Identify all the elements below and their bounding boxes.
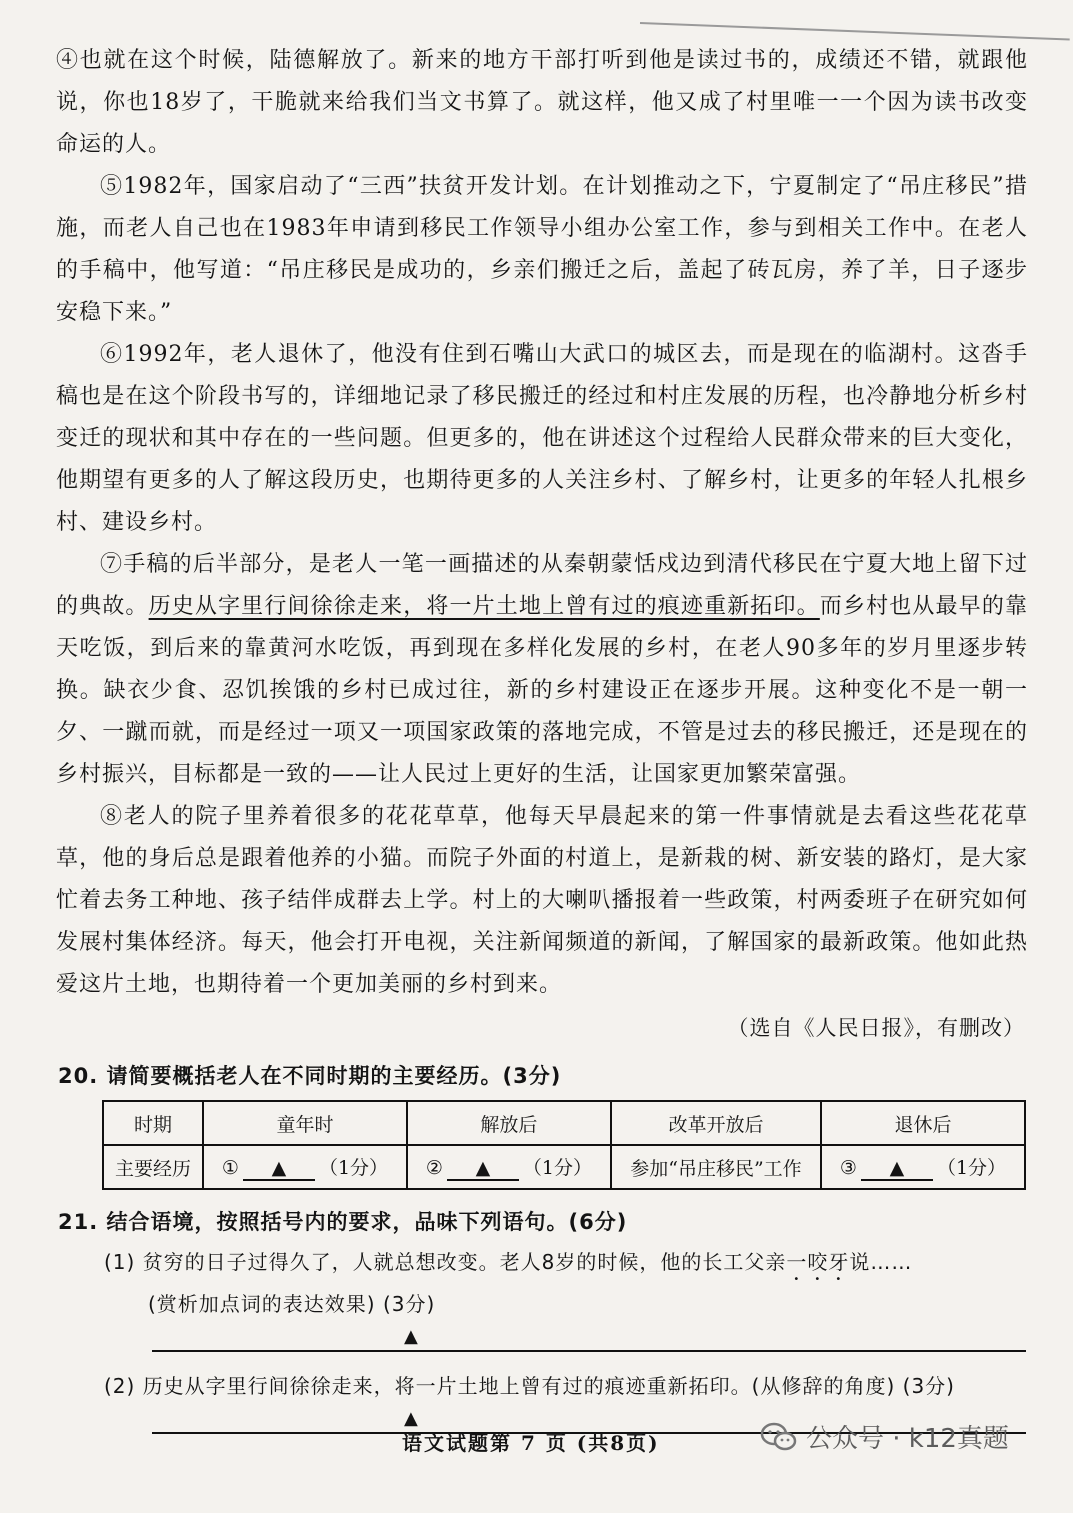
cell-score: （1分）: [318, 1157, 389, 1179]
answer-blank-2[interactable]: [447, 1157, 519, 1181]
underlined-sentence: 历史从字里行间徐徐走来，将一片土地上曾有过的痕迹重新拓印。: [148, 594, 820, 619]
subquestion-1: [104, 1246, 912, 1285]
page-fold-line: [640, 22, 1070, 41]
paragraph-4: ④也就在这个时候，陆德解放了。新来的地方干部打听到他是读过书的，成绩还不错，就跟他说，你也18岁了，干脆就来给我们当文书算了。就这样，他又成了村里唯一一个因为读书改变命运的人。: [56, 48, 1028, 157]
table-header-cell: 改革开放后: [611, 1101, 821, 1145]
triangle-marker-icon: ▲: [475, 1157, 491, 1179]
answer-blank-3[interactable]: [861, 1157, 933, 1181]
triangle-marker-icon: ▲: [404, 1408, 418, 1429]
answer-cell-1: [203, 1145, 407, 1189]
table-header-cell: 解放后: [407, 1101, 611, 1145]
answer-cell-3: [821, 1145, 1025, 1189]
table-row: [103, 1145, 1025, 1189]
paragraph-7-intro: ⑦手稿的后半部分，是老人一笔一画描述的从秦朝蒙恬戍边到清代移民在宁夏大地上留下过的典故。: [56, 552, 1028, 619]
answer-blank-1[interactable]: [243, 1157, 315, 1181]
wechat-icon: [760, 1422, 798, 1452]
subquestion-1-requirement: (赏析加点词的表达效果) (3分): [148, 1292, 436, 1316]
answer-cell-2: [407, 1145, 611, 1189]
paragraph-5: ⑤1982年，国家启动了“三西”扶贫开发计划。在计划推动之下，宁夏制定了“吊庄移民”措施，而老人自己也在1983年申请到移民工作领导小组办公室工作，参与到相关工作中。在老人的手稿中，他写道：“吊庄移民是成功的，乡亲们搬迁之后，盖起了砖瓦房，养了羊，日子逐步安稳下来。”: [56, 174, 1028, 325]
table-header-cell: 时期: [103, 1101, 203, 1145]
question-20-title: 20. 请简要概括老人在不同时期的主要经历。(3分): [58, 1064, 562, 1088]
dotted-word: 一咬牙: [786, 1250, 850, 1274]
paragraph-8: ⑧老人的院子里养着很多的花花草草，他每天早晨起来的第一件事情就是去看这些花花草草，他的身后总是跟着他养的小猫。而院子外面的村道上，是新栽的树、新安装的路灯，是大家忙着去务工种地、孩子结伴成群去上学。村上的大喇叭播报着一些政策，村两委班子在研究如何发展村集体经济。每天，他会打开电视，关注新闻频道的新闻，了解国家的最新政策。他如此热爱这片土地，也期待着一个更加美丽的乡村到来。: [56, 804, 1028, 997]
answer-line-1[interactable]: [152, 1350, 1026, 1352]
question-21-title: 21. 结合语境，按照括号内的要求，品味下列语句。(6分): [58, 1210, 628, 1234]
cell-number: ③: [839, 1157, 857, 1179]
source-citation: （选自《人民日报》，有删改）: [727, 1016, 1025, 1040]
cell-score: （1分）: [936, 1157, 1007, 1179]
row-label: 主要经历: [103, 1145, 203, 1189]
table-header-cell: 退休后: [821, 1101, 1025, 1145]
subquestion-1-text: (1) 贫穷的日子过得久了，人就总想改变。老人8岁的时候，他的长工父亲: [104, 1250, 787, 1274]
triangle-marker-icon: ▲: [889, 1157, 905, 1179]
cell-score: （1分）: [522, 1157, 592, 1179]
page-footer: 语文试题第 7 页 (共8页): [402, 1431, 660, 1455]
table-header-cell: 童年时: [203, 1101, 407, 1145]
subquestion-2: (2) 历史从字里行间徐徐走来，将一片土地上曾有过的痕迹重新拓印。(从修辞的角度) (3分): [104, 1374, 955, 1398]
given-cell: 参加“吊庄移民”工作: [611, 1145, 821, 1189]
cell-number: ②: [425, 1157, 443, 1179]
triangle-marker-icon: ▲: [271, 1157, 287, 1179]
triangle-marker-icon: ▲: [404, 1326, 418, 1347]
paragraph-7: [56, 544, 1028, 796]
watermark: [760, 1418, 1009, 1455]
cell-number: ①: [221, 1157, 239, 1179]
table-header-row: [103, 1101, 1025, 1145]
paragraph-7-rest: 而乡村也从最早的靠天吃饭，到后来的靠黄河水吃饭，再到现在多样化发展的乡村，在老人90多年的岁月里逐步转换。缺衣少食、忍饥挨饿的乡村已成过往，新的乡村建设正在逐步开展。这种变化不是一朝一夕、一蹴而就，而是经过一项又一项国家政策的落地完成，不管是过去的移民搬迁，还是现在的乡村振兴，目标都是一致的——让人民过上更好的生活，让国家更加繁荣富强。: [56, 594, 1028, 787]
experience-table: [102, 1100, 1026, 1190]
paragraph-6: ⑥1992年，老人退休了，他没有住到石嘴山大武口的城区去，而是现在的临湖村。这沓手稿也是在这个阶段书写的，详细地记录了移民搬迁的经过和村庄发展的历程，也冷静地分析乡村变迁的现状和其中存在的一些问题。但更多的，他在讲述这个过程给人民群众带来的巨大变化，他期望有更多的人了解这段历史，也期待更多的人关注乡村、了解乡村，让更多的年轻人扎根乡村、建设乡村。: [56, 342, 1028, 535]
watermark-text: 公众号 · k12真题: [806, 1424, 1009, 1454]
subquestion-1-suffix: 说……: [849, 1250, 913, 1274]
